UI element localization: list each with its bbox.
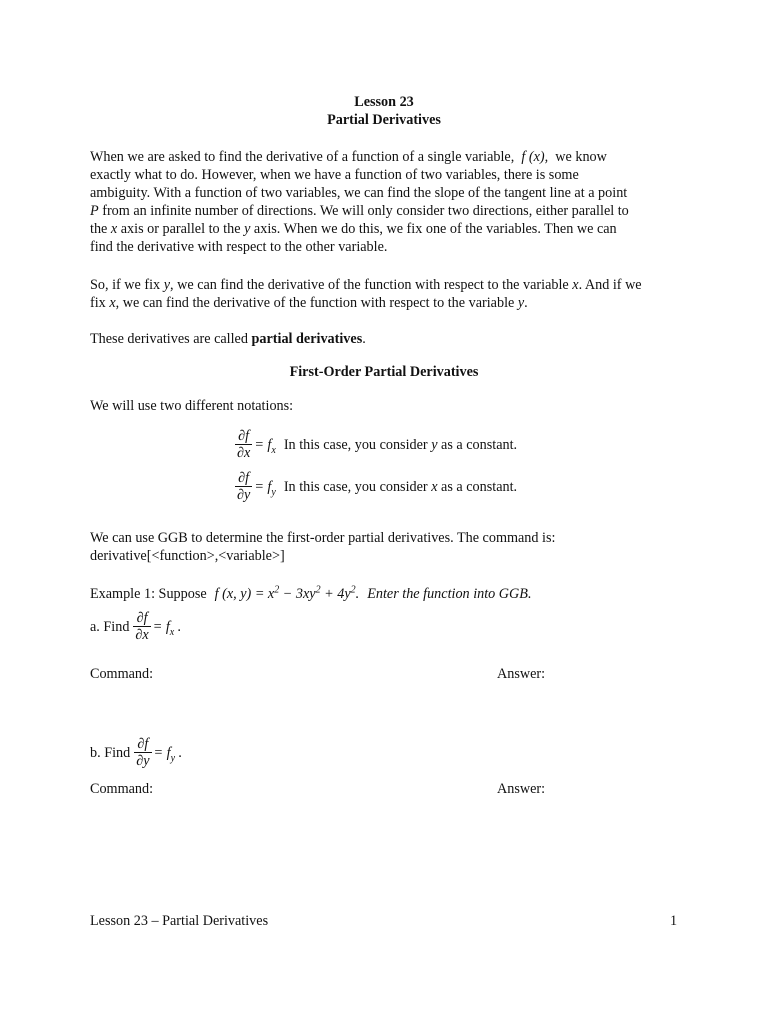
example-instruction: Enter the function into GGB. xyxy=(367,586,532,602)
ggb-paragraph xyxy=(90,529,690,565)
intro-line-4: P from an infinite number of directions. We will only consider two directions, either parallel to xyxy=(90,203,629,219)
fix-variable-paragraph xyxy=(90,276,690,312)
example-1-statement: Example 1: Suppose f (x, $y) = x^2 - 3xy^2 + 4y^2$. Enter the function into GGB. xyxy=(90,584,532,602)
intro-paragraph xyxy=(90,148,690,256)
definition-paragraph: These derivatives are called partial derivatives. xyxy=(90,331,366,347)
partial-f-partial-x: $\frac{\partial f}{\partial x}$ xyxy=(237,428,251,461)
partial-f-partial-y: $\frac{\partial f}{\partial y}$ xyxy=(237,470,251,503)
notations-intro: We will use two different notations: xyxy=(90,398,294,414)
section-heading: First-Order Partial Derivatives xyxy=(289,364,479,380)
ggb-line-1: We can use GGB to determine the first-order partial derivatives. The command is: xyxy=(90,530,556,546)
part-a-answer-label: Answer: xyxy=(497,666,546,682)
intro-line-1: When we are asked to find the derivative of a function of a single variable, f (x), we know xyxy=(90,149,607,165)
part-a-command-label: Command: xyxy=(90,666,154,682)
part-b-fraction: $\frac{\partial f}{\partial y}$ xyxy=(136,736,150,769)
notation-fx: $\frac{\partial f}{\partial x}$ = $f_x$ In this case, you consider y as a constant. xyxy=(237,428,518,461)
part-b-answer-label: Answer: xyxy=(497,781,546,797)
partial-derivatives-term: partial derivatives xyxy=(251,331,363,347)
part-b: b. Find $\frac{\partial f}{\partial y}$ = $f_y$ . xyxy=(90,736,183,769)
intro-line-6: find the derivative with respect to the other variable. xyxy=(90,239,388,255)
fix-line-1: So, if we fix y, we can find the derivative of the function with respect to the variable x. And if we xyxy=(90,277,642,293)
ggb-command-syntax: derivative[<function>,<variable>] xyxy=(90,548,285,564)
page-number: 1 xyxy=(670,913,678,929)
footer-title: Lesson 23 – Partial Derivatives xyxy=(90,913,269,929)
intro-line-2: exactly what to do. However, when we have a function of two variables, there is some xyxy=(90,167,579,183)
part-a: a. Find $\frac{\partial f}{\partial x}$ = $f_x$ . xyxy=(90,610,182,643)
example-function: f (x, $y) = x^2 - 3xy^2 + 4y^2$. xyxy=(214,584,360,602)
notation-fy: $\frac{\partial f}{\partial y}$ = $f_y$ In this case, you consider x as a constant. xyxy=(237,470,518,503)
intro-line-5: the x axis or parallel to the y axis. When we do this, we fix one of the variables. Then we can xyxy=(90,221,617,237)
part-b-command-label: Command: xyxy=(90,781,154,797)
fix-line-2: fix x, we can find the derivative of the function with respect to the variable y. xyxy=(90,295,528,311)
lesson-number: Lesson 23 xyxy=(354,94,414,110)
part-a-fraction: $\frac{\partial f}{\partial x}$ xyxy=(135,610,149,643)
page-title: Partial Derivatives xyxy=(327,112,441,128)
intro-line-3: ambiguity. With a function of two variables, we can find the slope of the tangent line at a point xyxy=(90,185,628,201)
